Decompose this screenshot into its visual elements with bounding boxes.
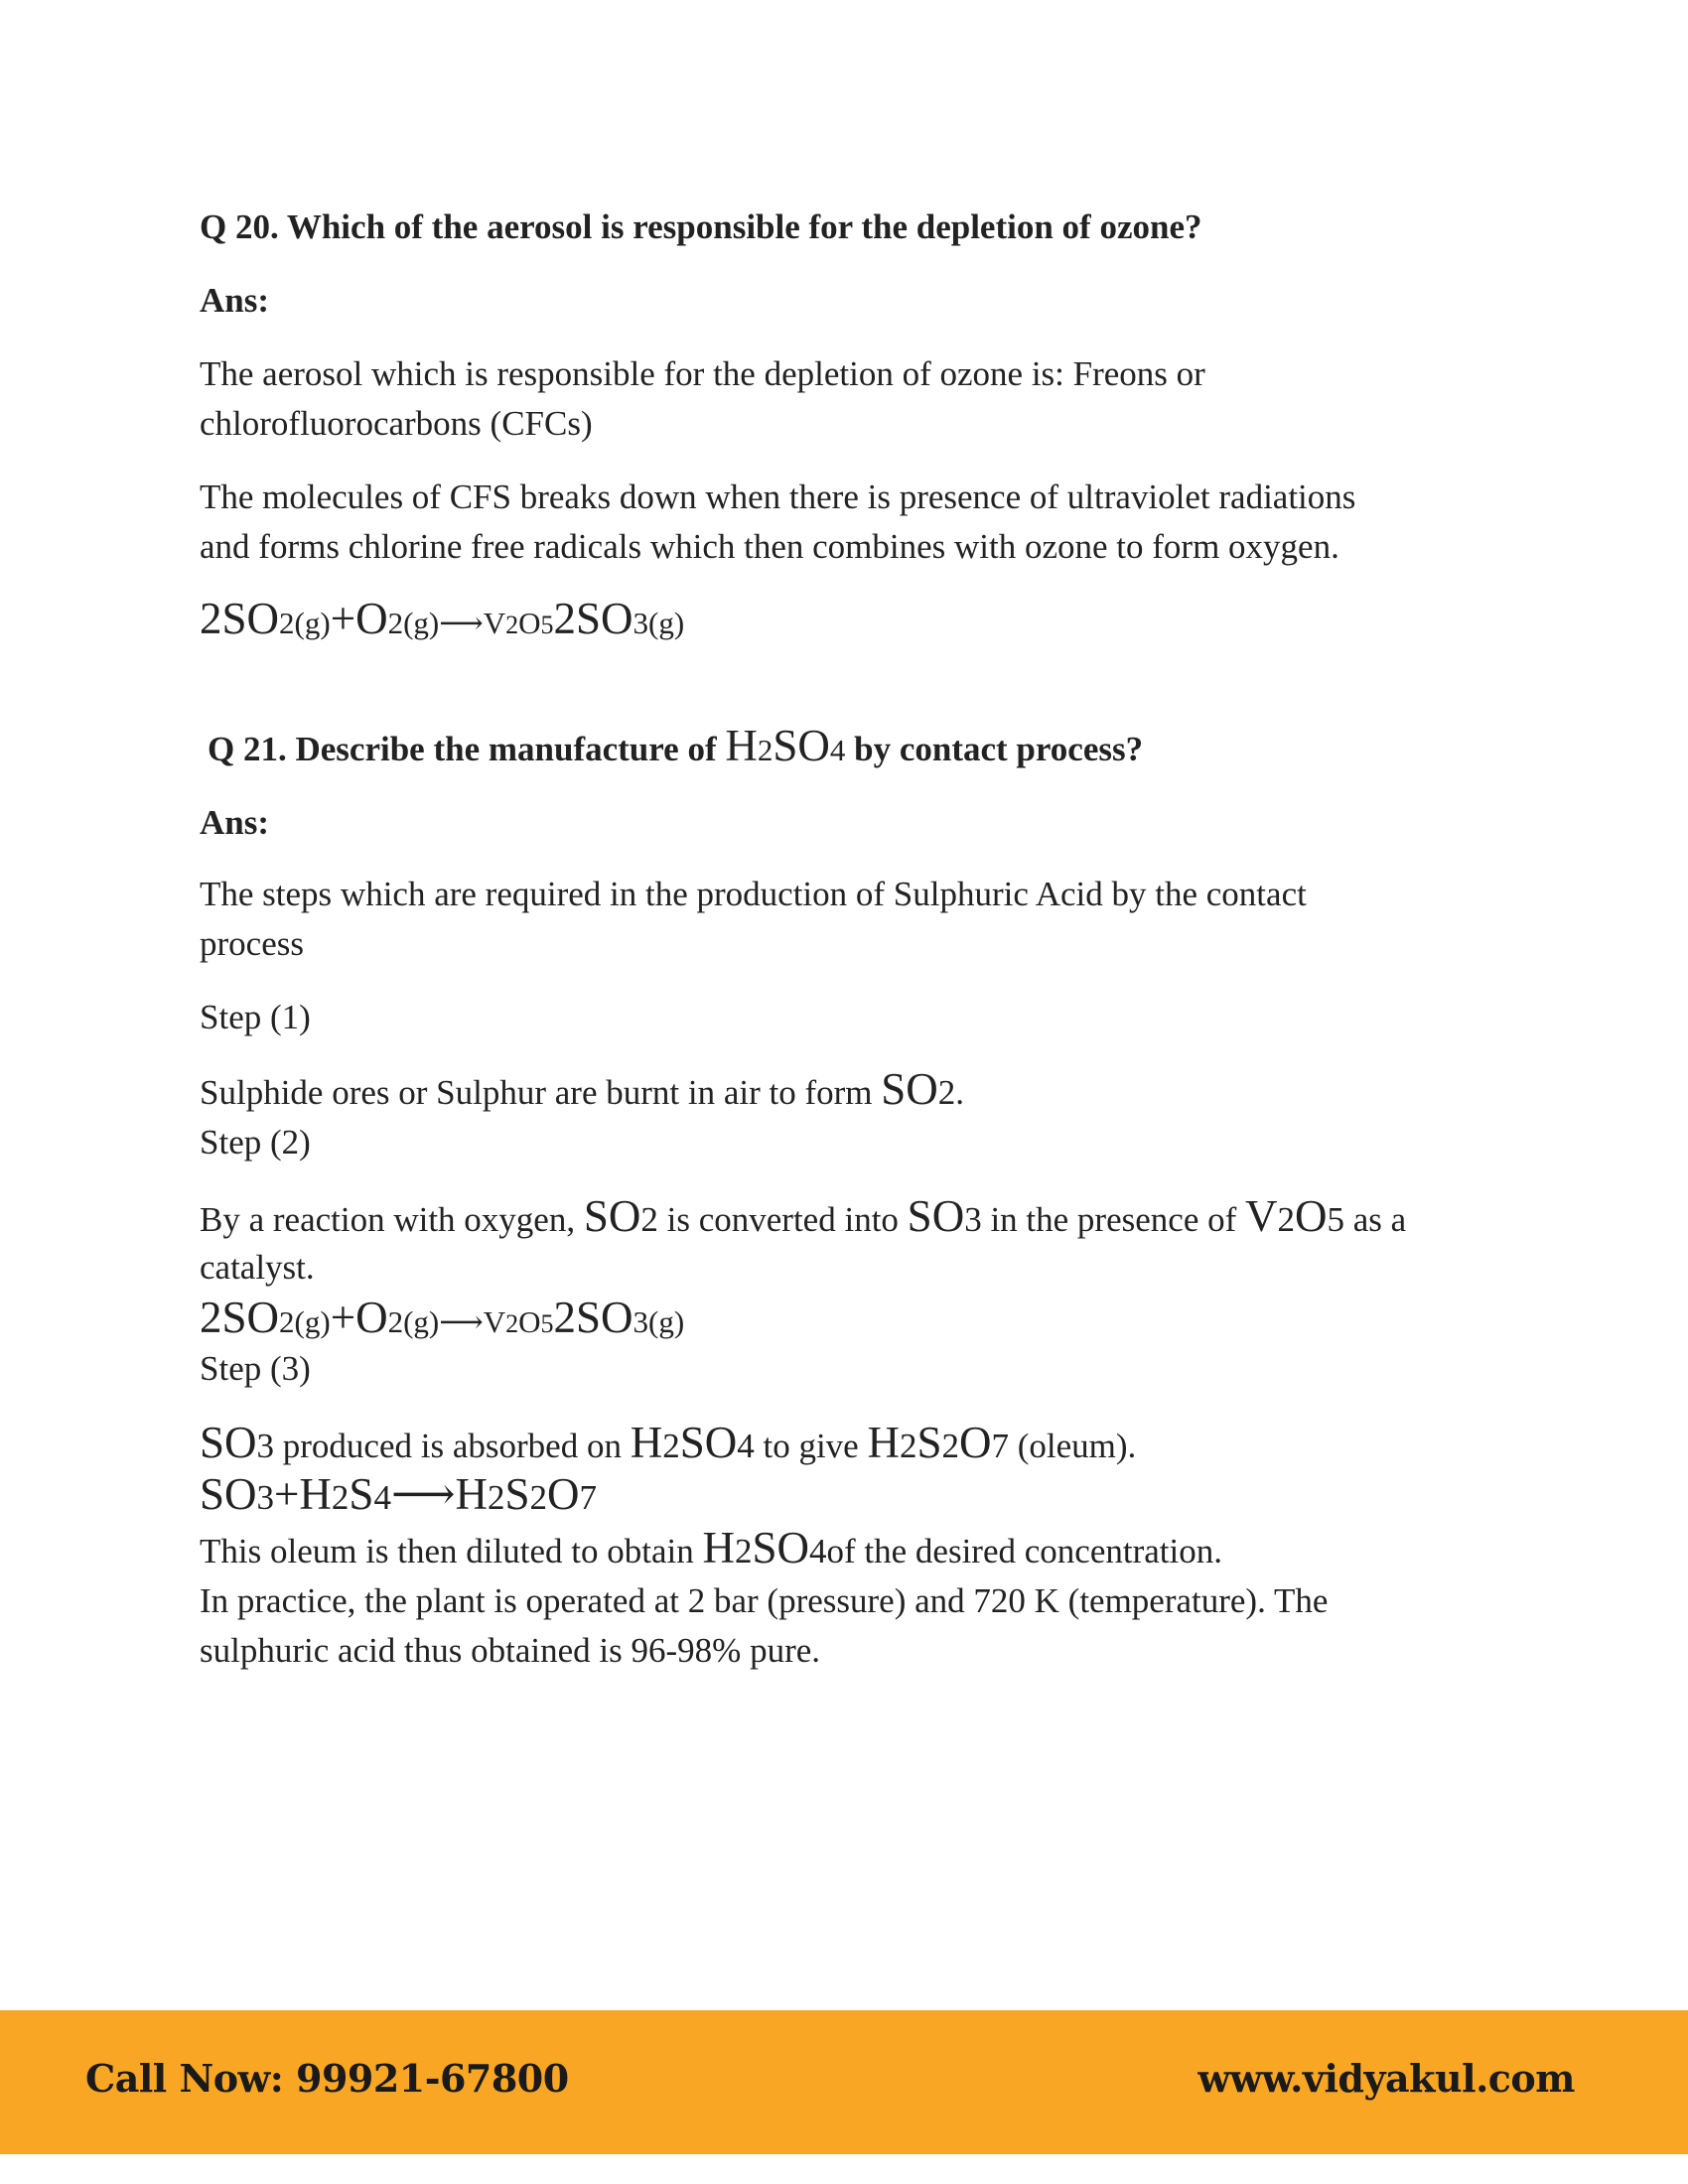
step2-label: Step (2) bbox=[200, 1123, 311, 1161]
step1-text: Sulphide ores or Sulphur are burnt in air to form SO2. bbox=[200, 1064, 965, 1114]
practice-line1: In practice, the plant is operated at 2 bar (pressure) and 720 K (temperature). The bbox=[200, 1581, 1329, 1620]
practice-line2: sulphuric acid thus obtained is 96-98% pure. bbox=[200, 1631, 821, 1670]
q20-para2-line2: and forms chlorine free radicals which then combines with ozone to form oxygen. bbox=[200, 527, 1339, 566]
q20-para1-line1: The aerosol which is responsible for the depletion of ozone is: Freons or bbox=[200, 354, 1205, 393]
website-link[interactable]: www.vidyakul.com bbox=[1197, 2056, 1575, 2101]
step3-equation: SO3+H2S4⟶H2S2O7 bbox=[200, 1469, 597, 1519]
q21-intro-line2: process bbox=[200, 924, 304, 963]
step3-text: SO3 produced is absorbed on H2SO4 to give H2S2O7 (oleum). bbox=[200, 1418, 1137, 1467]
q21-question: Q 21. Describe the manufacture of H2SO4 by contact process? bbox=[208, 721, 1144, 770]
q21-ans-label: Ans: bbox=[200, 803, 270, 842]
step2-line2: catalyst. bbox=[200, 1248, 315, 1287]
q21-intro-line1: The steps which are required in the production of Sulphuric Acid by the contact bbox=[200, 875, 1307, 913]
q20-para1-line2: chlorofluorocarbons (CFCs) bbox=[200, 404, 593, 443]
step1-label: Step (1) bbox=[200, 998, 311, 1036]
footer-bar bbox=[0, 2010, 1688, 2154]
step2-equation: 2SO2(g)+O2(g)⟶V2O52SO3(g) bbox=[200, 1293, 685, 1342]
call-now-text: Call Now: 99921-67800 bbox=[85, 2056, 569, 2101]
q20-para2-line1: The molecules of CFS breaks down when there is presence of ultraviolet radiations bbox=[200, 478, 1356, 516]
dilution-text: This oleum is then diluted to obtain H2SO4of the desired concentration. bbox=[200, 1523, 1222, 1572]
q20-question: Q 20. Which of the aerosol is responsible for the depletion of ozone? bbox=[200, 207, 1202, 246]
q20-ans-label: Ans: bbox=[200, 281, 270, 320]
step3-label: Step (3) bbox=[200, 1349, 311, 1388]
q20-equation: 2SO2(g)+O2(g)⟶V2O52SO3(g) bbox=[200, 594, 685, 643]
step2-text: By a reaction with oxygen, SO2 is converted into SO3 in the presence of V2O5 as a bbox=[200, 1191, 1407, 1241]
